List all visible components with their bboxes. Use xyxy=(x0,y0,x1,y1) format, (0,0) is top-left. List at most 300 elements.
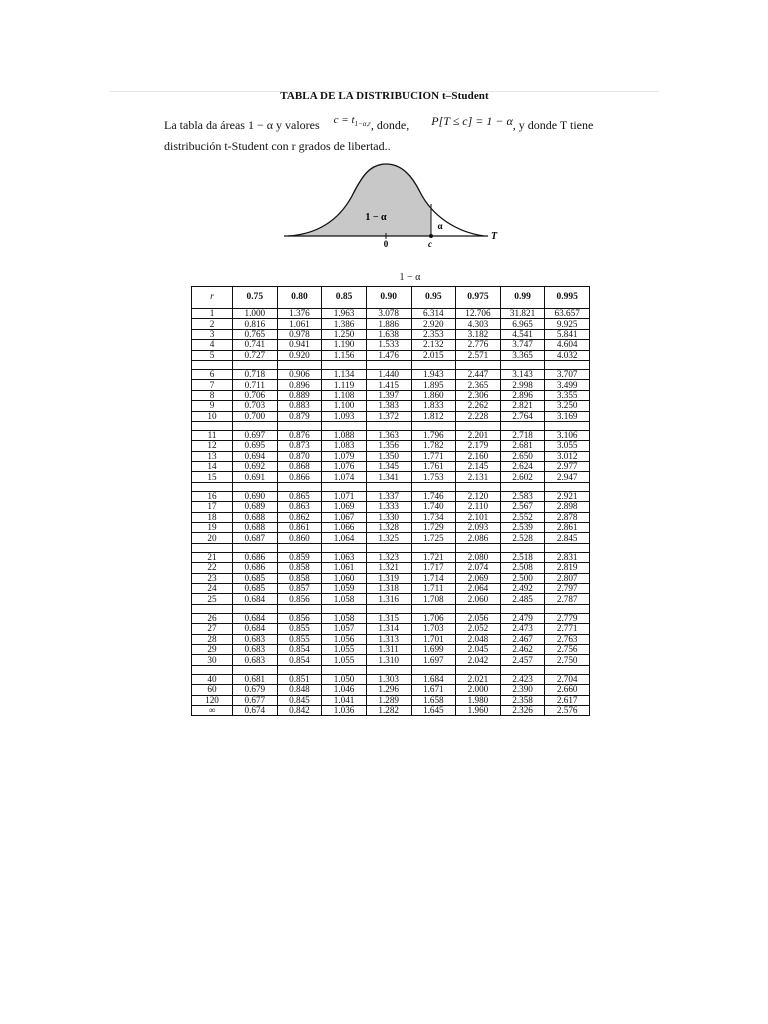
table-cell: 1.397 xyxy=(366,390,411,400)
table-cell: 1.076 xyxy=(322,462,367,472)
table-cell: 1.703 xyxy=(411,624,456,634)
table-cell: 2.602 xyxy=(500,472,545,482)
table-cell: 1.963 xyxy=(322,309,367,319)
table-cell: 3.078 xyxy=(366,309,411,319)
table-cell: 0.856 xyxy=(277,594,322,604)
table-cell: 0.857 xyxy=(277,583,322,593)
table-cell: 1.746 xyxy=(411,491,456,501)
table-row xyxy=(192,613,590,623)
separator-cell xyxy=(411,421,456,430)
table-row xyxy=(192,329,590,339)
table-cell: 1.701 xyxy=(411,634,456,644)
table-cell: 0.876 xyxy=(277,430,322,440)
table-row xyxy=(192,380,590,390)
separator-cell xyxy=(192,543,233,552)
table-cell: 2.492 xyxy=(500,583,545,593)
table-cell: 1.328 xyxy=(366,523,411,533)
table-cell: 1.063 xyxy=(322,552,367,562)
table-cell: 2.518 xyxy=(500,552,545,562)
table-cell: 1.190 xyxy=(322,340,367,350)
row-df-cell: 13 xyxy=(192,451,233,461)
row-df-cell: 14 xyxy=(192,462,233,472)
table-caption: 1 − α xyxy=(399,272,421,283)
table-cell: 2.624 xyxy=(500,462,545,472)
table-cell: 4.604 xyxy=(545,340,590,350)
separator-cell xyxy=(500,665,545,674)
table-cell: 1.055 xyxy=(322,655,367,665)
separator-cell xyxy=(277,360,322,369)
row-df-cell: 6 xyxy=(192,369,233,379)
table-cell: 1.533 xyxy=(366,340,411,350)
intro-text xyxy=(164,114,624,154)
table-cell: 0.688 xyxy=(233,523,278,533)
separator-cell xyxy=(366,665,411,674)
separator-cell xyxy=(545,421,590,430)
table-cell: 2.467 xyxy=(500,634,545,644)
separator-cell xyxy=(545,604,590,613)
separator-cell xyxy=(411,482,456,491)
table-cell: 1.071 xyxy=(322,491,367,501)
table-cell: 0.677 xyxy=(233,695,278,705)
table-cell: 0.858 xyxy=(277,573,322,583)
header-col: 0.90 xyxy=(366,287,411,309)
table-cell: 1.000 xyxy=(233,309,278,319)
table-cell: 1.059 xyxy=(322,583,367,593)
table-cell: 1.318 xyxy=(366,583,411,593)
table-cell: 3.055 xyxy=(545,441,590,451)
table-cell: 0.686 xyxy=(233,552,278,562)
table-cell: 0.703 xyxy=(233,401,278,411)
table-row xyxy=(192,563,590,573)
table-cell: 6.314 xyxy=(411,309,456,319)
table-cell: 0.855 xyxy=(277,634,322,644)
table-cell: 1.734 xyxy=(411,512,456,522)
row-df-cell: ∞ xyxy=(192,705,233,715)
table-cell: 2.763 xyxy=(545,634,590,644)
row-df-cell: 23 xyxy=(192,573,233,583)
table-cell: 2.650 xyxy=(500,451,545,461)
table-cell: 1.088 xyxy=(322,430,367,440)
separator-cell xyxy=(277,421,322,430)
table-cell: 2.896 xyxy=(500,390,545,400)
table-cell: 0.845 xyxy=(277,695,322,705)
table-cell: 1.980 xyxy=(456,695,501,705)
row-df-cell: 8 xyxy=(192,390,233,400)
table-cell: 0.685 xyxy=(233,573,278,583)
table-cell: 1.074 xyxy=(322,472,367,482)
table-cell: 2.528 xyxy=(500,533,545,543)
separator-cell xyxy=(500,543,545,552)
table-cell: 1.782 xyxy=(411,441,456,451)
page-title: TABLA DE LA DISTRIBUCION t–Student xyxy=(280,90,489,102)
intro-line-2: distribución t-Student con r grados de libertad.. xyxy=(164,139,391,154)
separator-cell xyxy=(277,604,322,613)
table-cell: 1.386 xyxy=(322,319,367,329)
table-cell: 2.921 xyxy=(545,491,590,501)
table-cell: 1.706 xyxy=(411,613,456,623)
table-row xyxy=(192,319,590,329)
table-cell: 4.541 xyxy=(500,329,545,339)
table-cell: 1.333 xyxy=(366,502,411,512)
table-cell: 1.684 xyxy=(411,674,456,684)
separator-cell xyxy=(456,604,501,613)
separator-cell xyxy=(277,543,322,552)
separator-cell xyxy=(456,543,501,552)
c-label: c xyxy=(428,239,432,249)
table-cell: 3.169 xyxy=(545,411,590,421)
table-cell: 2.052 xyxy=(456,624,501,634)
table-cell: 1.708 xyxy=(411,594,456,604)
table-cell: 2.462 xyxy=(500,644,545,654)
header-r: r xyxy=(192,287,233,309)
table-cell: 0.848 xyxy=(277,685,322,695)
table-cell: 1.671 xyxy=(411,685,456,695)
t-distribution-table xyxy=(191,286,590,716)
table-cell: 2.576 xyxy=(545,705,590,715)
table-row xyxy=(192,441,590,451)
row-df-cell: 7 xyxy=(192,380,233,390)
table-cell: 2.583 xyxy=(500,491,545,501)
table-cell: 1.050 xyxy=(322,674,367,684)
table-cell: 1.311 xyxy=(366,644,411,654)
group-separator xyxy=(192,421,590,430)
table-cell: 1.714 xyxy=(411,573,456,583)
formula-c: $c = t_{1-\alpha,r}$ xyxy=(333,114,371,129)
table-cell: 0.873 xyxy=(277,441,322,451)
table-cell: 1.289 xyxy=(366,695,411,705)
table-cell: 1.895 xyxy=(411,380,456,390)
table-cell: 2.567 xyxy=(500,502,545,512)
table-cell: 0.868 xyxy=(277,462,322,472)
table-cell: 0.692 xyxy=(233,462,278,472)
table-cell: 0.690 xyxy=(233,491,278,501)
table-cell: 2.045 xyxy=(456,644,501,654)
table-cell: 1.323 xyxy=(366,552,411,562)
table-cell: 2.485 xyxy=(500,594,545,604)
c-point xyxy=(429,234,433,238)
table-cell: 1.100 xyxy=(322,401,367,411)
table-cell: 1.041 xyxy=(322,695,367,705)
table-row xyxy=(192,644,590,654)
table-cell: 1.064 xyxy=(322,533,367,543)
separator-cell xyxy=(456,360,501,369)
separator-cell xyxy=(545,482,590,491)
row-df-cell: 120 xyxy=(192,695,233,705)
table-cell: 2.145 xyxy=(456,462,501,472)
table-cell: 9.925 xyxy=(545,319,590,329)
table-cell: 1.296 xyxy=(366,685,411,695)
table-cell: 1.066 xyxy=(322,523,367,533)
table-cell: 2.977 xyxy=(545,462,590,472)
table-cell: 1.058 xyxy=(322,594,367,604)
row-df-cell: 9 xyxy=(192,401,233,411)
table-cell: 3.355 xyxy=(545,390,590,400)
table-cell: 1.725 xyxy=(411,533,456,543)
table-body xyxy=(192,309,590,716)
table-cell: 2.306 xyxy=(456,390,501,400)
table-cell: 0.858 xyxy=(277,563,322,573)
row-df-cell: 12 xyxy=(192,441,233,451)
table-cell: 2.508 xyxy=(500,563,545,573)
table-cell: 0.851 xyxy=(277,674,322,684)
table-cell: 0.695 xyxy=(233,441,278,451)
table-cell: 1.060 xyxy=(322,573,367,583)
table-cell: 0.863 xyxy=(277,502,322,512)
table-cell: 1.310 xyxy=(366,655,411,665)
row-df-cell: 20 xyxy=(192,533,233,543)
table-cell: 1.108 xyxy=(322,390,367,400)
table-cell: 0.889 xyxy=(277,390,322,400)
table-cell: 63.657 xyxy=(545,309,590,319)
table-cell: 0.683 xyxy=(233,644,278,654)
table-cell: 1.119 xyxy=(322,380,367,390)
table-cell: 1.356 xyxy=(366,441,411,451)
table-row xyxy=(192,573,590,583)
separator-cell xyxy=(500,604,545,613)
table-cell: 1.046 xyxy=(322,685,367,695)
separator-cell xyxy=(277,482,322,491)
table-cell: 2.845 xyxy=(545,533,590,543)
table-cell: 1.055 xyxy=(322,644,367,654)
separator-cell xyxy=(233,665,278,674)
table-row xyxy=(192,340,590,350)
row-df-cell: 17 xyxy=(192,502,233,512)
row-df-cell: 18 xyxy=(192,512,233,522)
table-cell: 2.086 xyxy=(456,533,501,543)
table-row xyxy=(192,523,590,533)
table-cell: 31.821 xyxy=(500,309,545,319)
table-cell: 1.061 xyxy=(277,319,322,329)
row-df-cell: 19 xyxy=(192,523,233,533)
row-df-cell: 28 xyxy=(192,634,233,644)
table-cell: 2.390 xyxy=(500,685,545,695)
table-cell: 1.476 xyxy=(366,350,411,360)
table-cell: 2.060 xyxy=(456,594,501,604)
table-cell: 0.861 xyxy=(277,523,322,533)
table-row xyxy=(192,411,590,421)
table-cell: 2.750 xyxy=(545,655,590,665)
table-cell: 1.796 xyxy=(411,430,456,440)
table-cell: 1.960 xyxy=(456,705,501,715)
header-col: 0.95 xyxy=(411,287,456,309)
separator-cell xyxy=(192,604,233,613)
table-cell: 1.056 xyxy=(322,634,367,644)
table-cell: 2.681 xyxy=(500,441,545,451)
table-cell: 1.860 xyxy=(411,390,456,400)
separator-cell xyxy=(322,543,367,552)
table-cell: 1.134 xyxy=(322,369,367,379)
row-df-cell: 4 xyxy=(192,340,233,350)
table-cell: 1.658 xyxy=(411,695,456,705)
table-cell: 1.319 xyxy=(366,573,411,583)
group-separator xyxy=(192,482,590,491)
row-df-cell: 30 xyxy=(192,655,233,665)
table-cell: 2.473 xyxy=(500,624,545,634)
table-cell: 0.688 xyxy=(233,512,278,522)
table-cell: 0.687 xyxy=(233,533,278,543)
table-cell: 2.771 xyxy=(545,624,590,634)
table-cell: 1.057 xyxy=(322,624,367,634)
table-cell: 2.787 xyxy=(545,594,590,604)
table-cell: 0.816 xyxy=(233,319,278,329)
table-cell: 2.423 xyxy=(500,674,545,684)
row-df-cell: 40 xyxy=(192,674,233,684)
separator-cell xyxy=(322,360,367,369)
table-cell: 0.684 xyxy=(233,613,278,623)
row-df-cell: 26 xyxy=(192,613,233,623)
header-col: 0.80 xyxy=(277,287,322,309)
group-separator xyxy=(192,665,590,674)
table-cell: 0.689 xyxy=(233,502,278,512)
table-cell: 2.080 xyxy=(456,552,501,562)
separator-cell xyxy=(322,604,367,613)
group-separator xyxy=(192,543,590,552)
table-cell: 1.079 xyxy=(322,451,367,461)
table-cell: 2.756 xyxy=(545,644,590,654)
table-row xyxy=(192,594,590,604)
table-row xyxy=(192,491,590,501)
table-cell: 1.036 xyxy=(322,705,367,715)
table-cell: 2.947 xyxy=(545,472,590,482)
table-cell: 2.898 xyxy=(545,502,590,512)
table-cell: 1.341 xyxy=(366,472,411,482)
separator-cell xyxy=(411,665,456,674)
table-cell: 0.674 xyxy=(233,705,278,715)
table-cell: 2.821 xyxy=(500,401,545,411)
table-cell: 0.741 xyxy=(233,340,278,350)
header-col: 0.85 xyxy=(322,287,367,309)
separator-cell xyxy=(322,482,367,491)
table-cell: 1.711 xyxy=(411,583,456,593)
separator-cell xyxy=(500,360,545,369)
table-cell: 2.861 xyxy=(545,523,590,533)
table-cell: 0.700 xyxy=(233,411,278,421)
table-cell: 0.683 xyxy=(233,634,278,644)
table-cell: 0.691 xyxy=(233,472,278,482)
row-df-cell: 29 xyxy=(192,644,233,654)
table-cell: 2.920 xyxy=(411,319,456,329)
table-cell: 2.353 xyxy=(411,329,456,339)
header-col: 0.99 xyxy=(500,287,545,309)
table-cell: 2.819 xyxy=(545,563,590,573)
separator-cell xyxy=(366,360,411,369)
table-cell: 2.660 xyxy=(545,685,590,695)
axis-t-label: T xyxy=(490,231,498,242)
table-cell: 2.110 xyxy=(456,502,501,512)
table-row xyxy=(192,655,590,665)
table-cell: 1.067 xyxy=(322,512,367,522)
separator-cell xyxy=(322,421,367,430)
table-cell: 2.998 xyxy=(500,380,545,390)
table-cell: 2.131 xyxy=(456,472,501,482)
table-cell: 1.083 xyxy=(322,441,367,451)
table-cell: 5.841 xyxy=(545,329,590,339)
formula-c-subscript: 1−α,r xyxy=(354,120,371,129)
table-cell: 2.764 xyxy=(500,411,545,421)
row-df-cell: 2 xyxy=(192,319,233,329)
table-cell: 0.711 xyxy=(233,380,278,390)
table-cell: 1.415 xyxy=(366,380,411,390)
row-df-cell: 5 xyxy=(192,350,233,360)
table-cell: 2.120 xyxy=(456,491,501,501)
table-cell: 1.069 xyxy=(322,502,367,512)
table-cell: 0.906 xyxy=(277,369,322,379)
table-cell: 2.704 xyxy=(545,674,590,684)
table-cell: 0.860 xyxy=(277,533,322,543)
table-cell: 2.326 xyxy=(500,705,545,715)
table-cell: 2.042 xyxy=(456,655,501,665)
table-cell: 1.699 xyxy=(411,644,456,654)
table-row xyxy=(192,401,590,411)
table-cell: 1.337 xyxy=(366,491,411,501)
table-cell: 2.069 xyxy=(456,573,501,583)
table-cell: 0.684 xyxy=(233,594,278,604)
table-cell: 2.457 xyxy=(500,655,545,665)
table-cell: 2.831 xyxy=(545,552,590,562)
zero-label: 0 xyxy=(383,239,389,249)
table-cell: 2.228 xyxy=(456,411,501,421)
table-cell: 2.262 xyxy=(456,401,501,411)
separator-cell xyxy=(545,543,590,552)
row-df-cell: 3 xyxy=(192,329,233,339)
table-row xyxy=(192,472,590,482)
formula-p: P[T ≤ c] = 1 − α xyxy=(431,114,513,128)
table-cell: 2.056 xyxy=(456,613,501,623)
table-cell: 2.500 xyxy=(500,573,545,583)
separator-cell xyxy=(233,543,278,552)
table-cell: 1.638 xyxy=(366,329,411,339)
table-cell: 1.316 xyxy=(366,594,411,604)
table-row xyxy=(192,685,590,695)
table-cell: 2.048 xyxy=(456,634,501,644)
table-cell: 1.250 xyxy=(322,329,367,339)
table-cell: 0.896 xyxy=(277,380,322,390)
table-cell: 2.539 xyxy=(500,523,545,533)
separator-cell xyxy=(411,604,456,613)
table-cell: 2.201 xyxy=(456,430,501,440)
area-label: 1 − α xyxy=(365,212,387,223)
table-cell: 2.101 xyxy=(456,512,501,522)
row-df-cell: 15 xyxy=(192,472,233,482)
table-cell: 1.313 xyxy=(366,634,411,644)
table-row xyxy=(192,695,590,705)
separator-cell xyxy=(500,482,545,491)
table-cell: 2.447 xyxy=(456,369,501,379)
row-df-cell: 27 xyxy=(192,624,233,634)
table-row xyxy=(192,624,590,634)
separator-cell xyxy=(366,604,411,613)
table-cell: 0.684 xyxy=(233,624,278,634)
separator-cell xyxy=(233,482,278,491)
table-cell: 1.061 xyxy=(322,563,367,573)
table-cell: 2.571 xyxy=(456,350,501,360)
row-df-cell: 10 xyxy=(192,411,233,421)
table-cell: 3.499 xyxy=(545,380,590,390)
table-cell: 4.032 xyxy=(545,350,590,360)
table-cell: 1.771 xyxy=(411,451,456,461)
separator-cell xyxy=(322,665,367,674)
row-df-cell: 21 xyxy=(192,552,233,562)
table-cell: 1.886 xyxy=(366,319,411,329)
table-cell: 4.303 xyxy=(456,319,501,329)
table-cell: 2.617 xyxy=(545,695,590,705)
table-header-row xyxy=(192,287,590,309)
table-row xyxy=(192,705,590,715)
separator-cell xyxy=(456,421,501,430)
table-cell: 2.779 xyxy=(545,613,590,623)
table-cell: 1.058 xyxy=(322,613,367,623)
table-cell: 2.479 xyxy=(500,613,545,623)
